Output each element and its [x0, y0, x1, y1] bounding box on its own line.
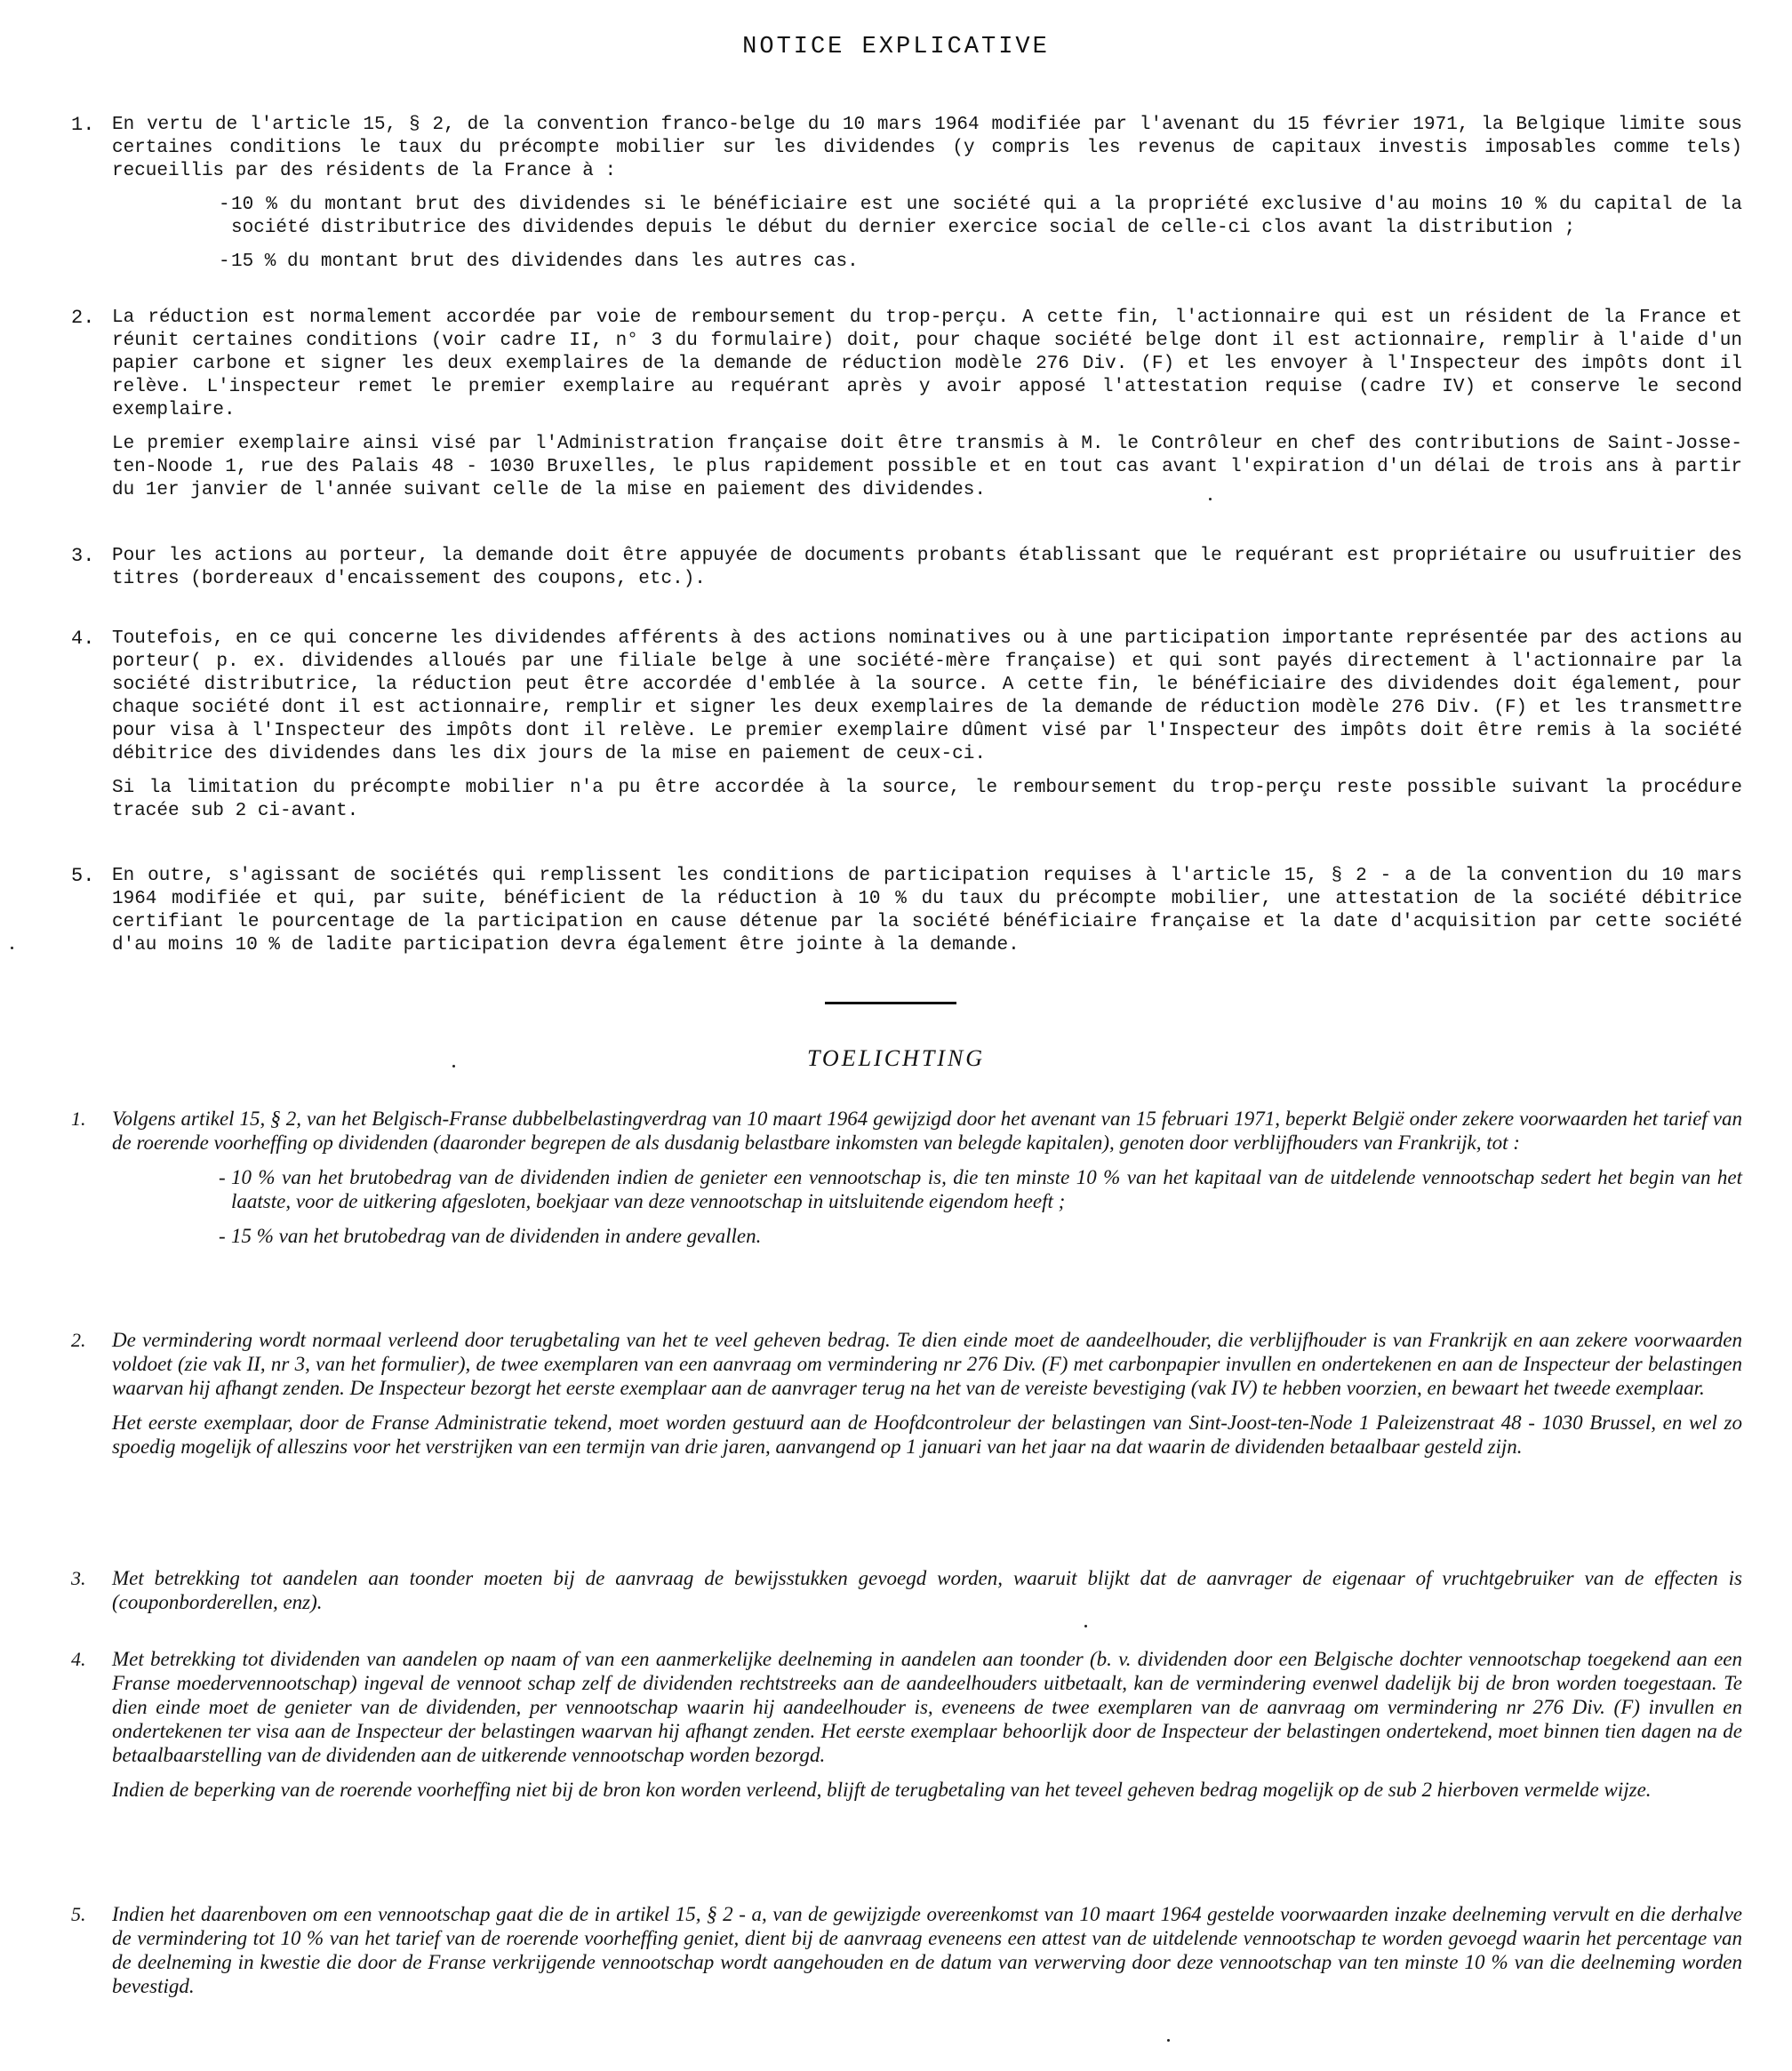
nl-item-1 — [71, 1107, 1742, 1259]
nl-item-number: 2. — [71, 1329, 86, 1351]
nl-item-4 — [71, 1647, 1742, 1812]
nl-item-number: 5. — [71, 1903, 86, 1925]
fr-item-number: 5. — [71, 865, 95, 887]
nl-item-text: De vermindering wordt normaal verleend door terugbetaling van het te veel geheven bedrag. Te dien einde moet de aandeelhouder, die verblijfhouder is van Frankrijk en aan zekere voorwaarden voldoet (zie vak II, nr 3, van het formulier), de twee exemplaren van een aanvraag om vermindering nr 276 Div. (F) met carbonpapier invullen en ondertekenen en aan de Inspecteur der belastingen waarvan hij afhangt zenden. De Inspecteur bezorgt het eerste exemplaar aan de aanvrager terug na het van de vereiste bevestiging (vak IV) te hebben voorzien, en bewaart het tweede exemplaar. — [112, 1329, 1742, 1399]
nl-item-text: Met betrekking tot aandelen aan toonder moeten bij de aanvraag de bewijsstukken gevoegd worden, waaruit blijkt dat de aanvrager de eigenaar of vruchtgebruiker van de effecten is (couponborderellen, enz). — [112, 1567, 1742, 1613]
fr-item-number: 4. — [71, 628, 95, 650]
fr-title: NOTICE EXPLICATIVE — [742, 34, 1050, 60]
nl-item-text-2: Indien de beperking van de roerende voorheffing niet bij de bron kon worden verleend, blijft de terugbetaling van het teveel geheven bedrag mogelijk op de sub 2 hierboven vermelde wijze. — [112, 1779, 1652, 1801]
fr-item-4 — [71, 628, 1742, 834]
nl-item-number: 4. — [71, 1648, 86, 1670]
fr-bullet-item: - 10 % du montant brut des dividendes si le bénéficiaire est une société qui a la propriété exclusive d'au moins 10 % du capital de la société distributrice des dividendes depuis le début du dernier exercice social de celle-ci clos avant la distribution ; — [219, 195, 1742, 238]
fr-item-text-2: Si la limitation du précompte mobilier n'a pu être accordée à la source, le remboursement du trop-perçu reste possible suivant la procédure tracée sub 2 ci-avant. — [112, 778, 1742, 821]
bullet-dash-icon: - — [219, 1166, 226, 1188]
nl-item-text: Volgens artikel 15, § 2, van het Belgisch-Franse dubbelbelastingverdrag van 10 maart 1964 gewijzigd door het avenant van 15 februari 1971, beperkt België onder zekere voorwaarden het tarief van de roerende voorheffing op dividenden (daaronder begrepen de als dusdanig belastbare inkomsten van belegde kapitalen), genoten door verblijfhouders van Frankrijk, tot : — [112, 1107, 1742, 1154]
fr-item-5 — [71, 865, 1742, 968]
bullet-dash-icon: - — [219, 1225, 226, 1247]
nl-bullet-item: - 10 % van het brutobedrag van de dividenden indien de genieter een vennootschap is, die ten minste 10 % van het kapitaal van de uitdelende vennootschap sedert het begin van het laatste, voor de uitkering afgesloten, boekjaar van deze vennootschap in uitsluitende eigendom heeft ; — [219, 1166, 1742, 1212]
fr-item-text: En outre, s'agissant de sociétés qui remplissent les conditions de participation requises à l'article 15, § 2 - a de la convention du 10 mars 1964 modifiée et qui, par suite, bénéficient de la réduction à 10 % du taux du précompte mobilier, une attestation de la société débitrice certifiant le pourcentage de la participation en cause détenue par la société bénéficiaire française et la date d'acquisition par cette société d'au moins 10 % de ladite participation devra également être jointe à la demande. — [112, 866, 1742, 956]
fr-bullet-item: - 15 % du montant brut des dividendes dans les autres cas. — [219, 252, 859, 272]
nl-item-number: 1. — [71, 1107, 86, 1130]
fr-item-1 — [71, 114, 1742, 284]
nl-item-3 — [71, 1566, 1742, 1625]
nl-item-number: 3. — [71, 1567, 86, 1589]
nl-item-text: Met betrekking tot dividenden van aandelen op naam of van een aanmerkelijke deelneming in aandelen aan toonder (b. v. dividenden door een Belgische dochter vennootschap toegekend aan een Franse moedervennootschap) ingeval de vennoot schap zelf de dividenden rechtstreeks aan de aandeelhouders uitbetaalt, kan de vermindering evenwel dadelijk bij de bron worden toegestaan. Te dien einde moet de genieter van de dividenden, per vennootschap waarin hij aandeelhouder is, eveneens de twee exemplaren van de aanvraag om vermindering nr 276 Div. (F) invullen en ondertekenen ter visa aan de Inspecteur der belastingen waarvan hij afhangt zenden. Het eerste exemplaar behoorlijk door de Inspecteur der belastingen ondertekend, moet binnen tien dagen na de betaalbaarstelling van de dividenden aan de uitkerende vennootschap worden bezorgd. — [112, 1648, 1742, 1766]
fr-item-number: 2. — [71, 307, 95, 329]
nl-item-2 — [71, 1328, 1742, 1469]
fr-item-text-2: Le premier exemplaire ainsi visé par l'Administration française doit être transmis à M. le Contrôleur en chef des contributions de Saint-Josse-ten-Noode 1, rue des Palais 48 - 1030 Bruxelles, le plus rapidement possible et en tout cas avant l'expiration d'un délai de trois ans à partir du 1er janvier de l'année suivant celle de la mise en paiement des dividendes. — [112, 434, 1742, 500]
scan-speck — [1167, 2039, 1170, 2042]
fr-item-number: 1. — [71, 114, 95, 136]
bullet-dash-icon: - — [219, 252, 230, 272]
nl-item-5 — [71, 1902, 1742, 2009]
fr-item-text: Toutefois, en ce qui concerne les dividendes afférents à des actions nominatives ou à une participation importante représentée par des actions au porteur( p. ex. dividendes alloués par une filiale belge à une société-mère française) et qui sont payés directement à l'actionnaire par la société distributrice, la réduction peut être accordée d'emblée à la source. A cette fin, le bénéficiaire des dividendes doit également, pour chaque société dont il est actionnaire, remplir et signer les deux exemplaires de la demande de réduction modèle 276 Div. (F) et les transmettre pour visa à l'Inspecteur des impôts dont il relève. Le premier exemplaire dûment visé par l'Inspecteur des impôts doit être remis à la société débitrice des dividendes dans les dix jours de la mise en paiement de ceux-ci. — [112, 628, 1742, 764]
nl-bullet-item: - 15 % van het brutobedrag van de dividenden in andere gevallen. — [219, 1225, 762, 1247]
scan-speck — [1084, 1625, 1087, 1627]
section-divider — [825, 1002, 956, 1004]
fr-item-2 — [71, 307, 1742, 513]
nl-title: TOELICHTING — [806, 1045, 986, 1071]
scan-speck — [1209, 498, 1212, 500]
bullet-dash-icon: - — [219, 195, 230, 215]
scan-speck — [11, 947, 13, 949]
fr-item-text: Pour les actions au porteur, la demande doit être appuyée de documents probants établissant que le requérant est propriétaire ou usufruitier des titres (bordereaux d'encaissement des coupons, etc.). — [112, 546, 1742, 589]
scan-speck — [452, 1065, 455, 1067]
fr-item-number: 3. — [71, 545, 95, 567]
fr-bullet-list — [112, 194, 1742, 274]
fr-item-text: La réduction est normalement accordée par voie de remboursement du trop-perçu. A cette fin, l'actionnaire qui est un résident de la France et réunit certaines conditions (voir cadre II, n° 3 du formulaire) doit, pour chaque société belge dont il est actionnaire, remplir à l'aide d'un papier carbone et signer les deux exemplaires de la demande de réduction modèle 276 Div. (F) et les envoyer à l'Inspecteur des impôts dont il relève. L'inspecteur remet le premier exemplaire au requérant après y avoir apposé l'attestation requise (cadre IV) et conserve le second exemplaire. — [112, 308, 1742, 420]
nl-item-text-2: Het eerste exemplaar, door de Franse Administratie tekend, moet worden gestuurd aan de Hoofdcontroleur der belastingen van Sint-Joost-ten-Node 1 Paleizenstraat 48 - 1030 Brussel, en wel zo spoedig mogelijk of alleszins voor het verstrijken van een termijn van drie jaren, aanvangend op 1 januari van het jaar na dat waarin de dividenden betaalbaar gesteld zijn. — [112, 1411, 1742, 1458]
fr-item-text: En vertu de l'article 15, § 2, de la convention franco-belge du 10 mars 1964 modifiée par l'avenant du 15 février 1971, la Belgique limite sous certaines conditions le taux du précompte mobilier sur les dividendes (y compris les revenus de capitaux investis imposables comme tels) recueillis par des résidents de la France à : — [112, 115, 1742, 181]
fr-item-3 — [71, 545, 1742, 602]
nl-item-text: Indien het daarenboven om een vennootschap gaat die de in artikel 15, § 2 - a, van de gewijzigde overeenkomst van 10 maart 1964 gestelde voorwaarden inzake deelneming vervult en die derhalve de vermindering tot 10 % van het tarief van de roerende voorheffing geniet, dient bij de aanvraag eveneens een attest van de uitdelende vennootschap te worden gevoegd waarin het percentage van de deelneming in kwestie die door de Franse verkrijgende vennootschap wordt aangehouden en de datum van verwerving door deze vennootschap van ten minste 10 % van die deelneming worden bevestigd. — [112, 1903, 1742, 1997]
nl-bullet-list — [112, 1165, 1742, 1248]
